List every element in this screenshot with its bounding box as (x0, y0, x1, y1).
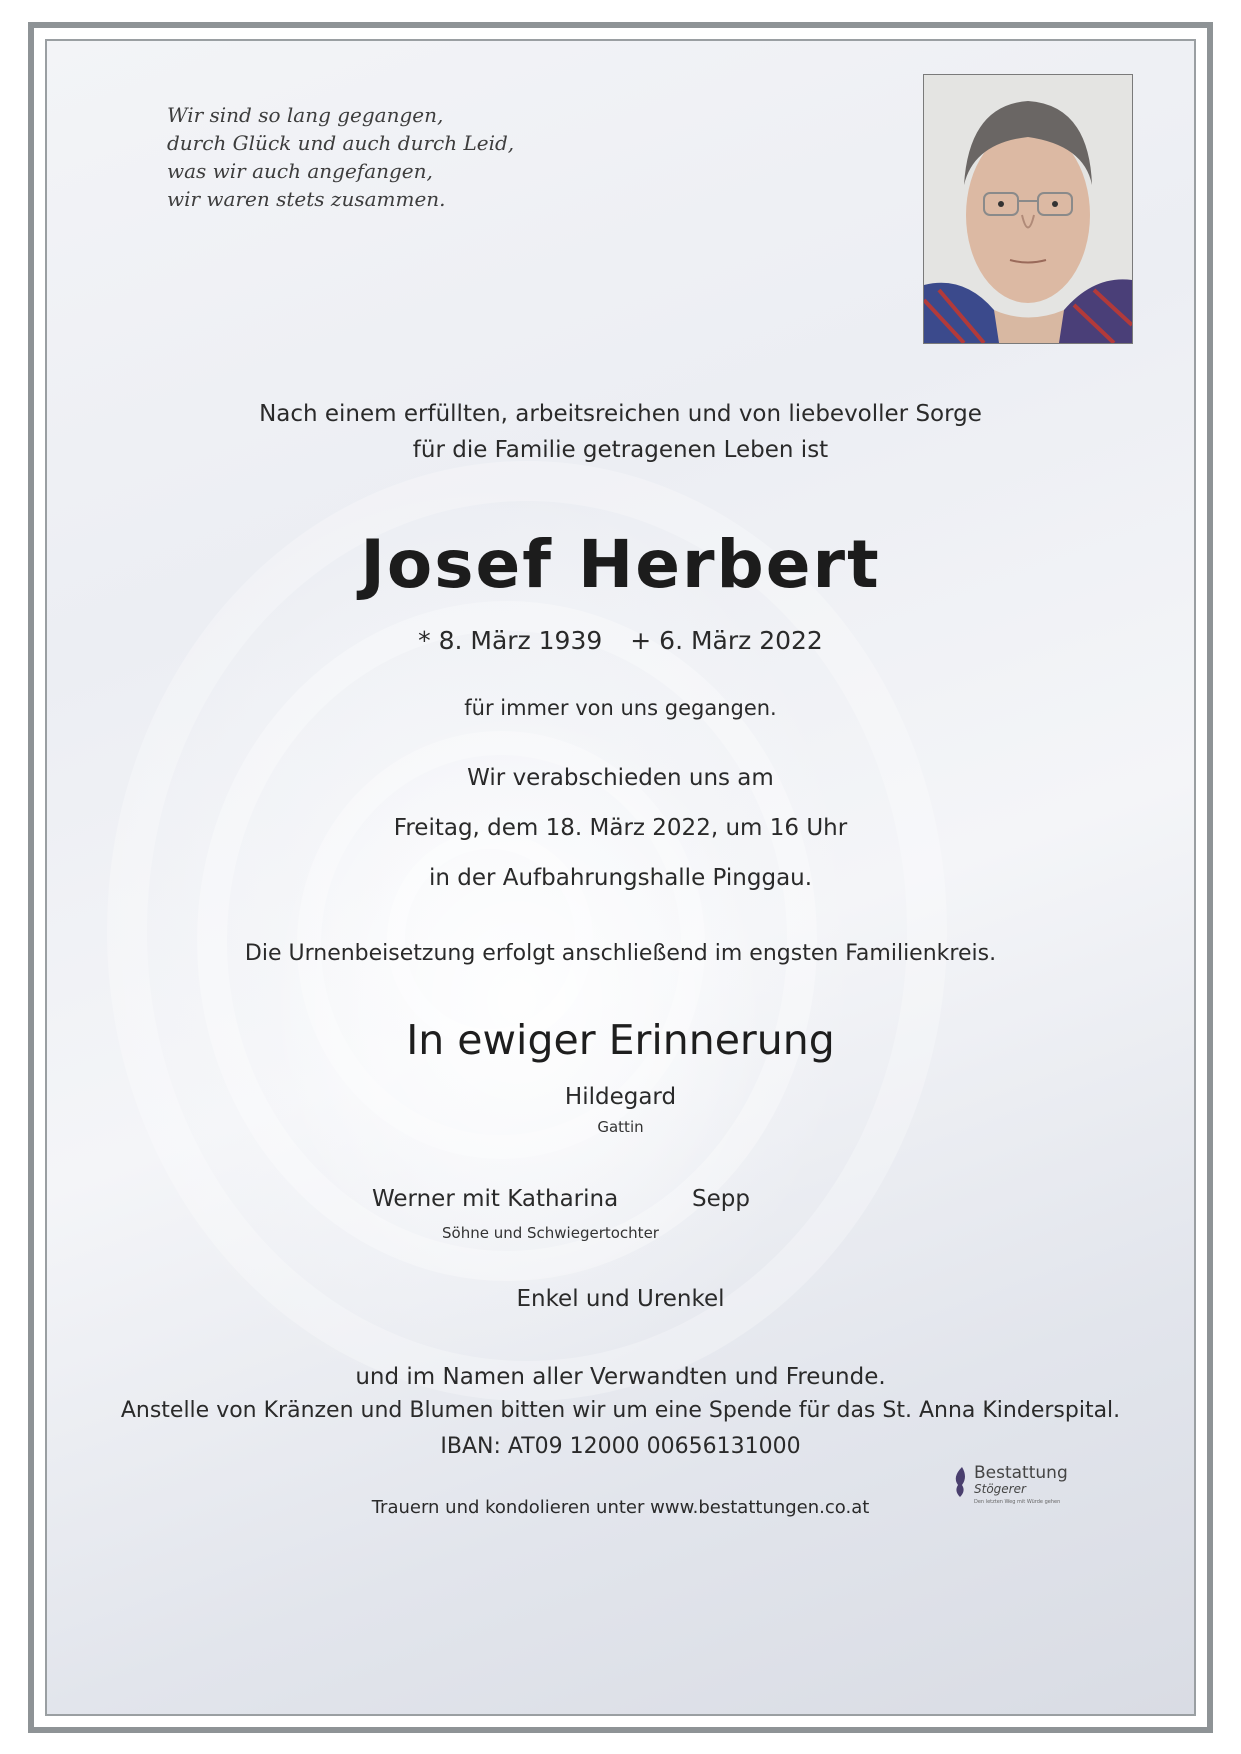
portrait-illustration (924, 75, 1132, 343)
urn-burial-text: Die Urnenbeisetzung erfolgt anschließend im engsten Familienkreis. (244, 941, 997, 966)
portrait-photo (923, 74, 1133, 344)
intro-line: für die Familie getragenen Leben ist (412, 437, 829, 463)
condolence-footer: Trauern und kondolieren unter www.bestattungen.co.at (371, 1497, 870, 1518)
sons-row (47, 1186, 1194, 1216)
farewell-line: in der Aufbahrungshalle Pinggau. (428, 865, 813, 891)
donation-line: Anstelle von Kränzen und Blumen bitten wir um eine Spende für das St. Anna Kinderspital. (120, 1398, 1121, 1423)
farewell-line: Freitag, dem 18. März 2022, um 16 Uhr (393, 815, 848, 841)
logo-title: Bestattung (974, 1463, 1068, 1483)
funeral-home-logo (950, 1461, 1068, 1513)
poem-line: was wir auch angefangen, (167, 159, 433, 183)
birth-date: * 8. März 1939 (418, 626, 603, 655)
grandchildren: Enkel und Urenkel (516, 1286, 725, 1312)
relatives-text: und im Namen aller Verwandten und Freunde. (355, 1364, 886, 1390)
donation-request (47, 1393, 1194, 1465)
death-date: + 6. März 2022 (630, 626, 823, 655)
son-name: Sepp (692, 1186, 750, 1212)
logo-tagline: Den letzten Weg mit Würde gehen (974, 1499, 1061, 1505)
flame-logo-icon (950, 1465, 970, 1499)
memory-heading: In ewiger Erinnerung (406, 1016, 835, 1064)
life-dates (47, 626, 1194, 655)
son-name: Werner mit Katharina (372, 1186, 619, 1212)
farewell-line: Wir verabschieden uns am (467, 765, 774, 791)
intro-text (47, 396, 1194, 468)
logo-subtitle: Stögerer (974, 1482, 1026, 1496)
intro-line: Nach einem erfüllten, arbeitsreichen und von liebevoller Sorge (259, 401, 982, 427)
poem-line: durch Glück und auch durch Leid, (167, 131, 515, 155)
obituary-card (45, 39, 1196, 1716)
sons-role: Söhne und Schwiegertochter (442, 1224, 659, 1242)
farewell-info (47, 753, 1194, 903)
spouse-name: Hildegard (564, 1084, 677, 1110)
spouse-role: Gattin (597, 1118, 644, 1136)
poem-line: wir waren stets zusammen. (167, 187, 446, 211)
iban: IBAN: AT09 12000 00656131000 (440, 1434, 801, 1459)
deceased-name: Josef Herbert (360, 526, 881, 603)
poem (167, 101, 687, 213)
poem-line: Wir sind so lang gegangen, (167, 103, 444, 127)
passed-text: für immer von uns gegangen. (464, 696, 777, 720)
